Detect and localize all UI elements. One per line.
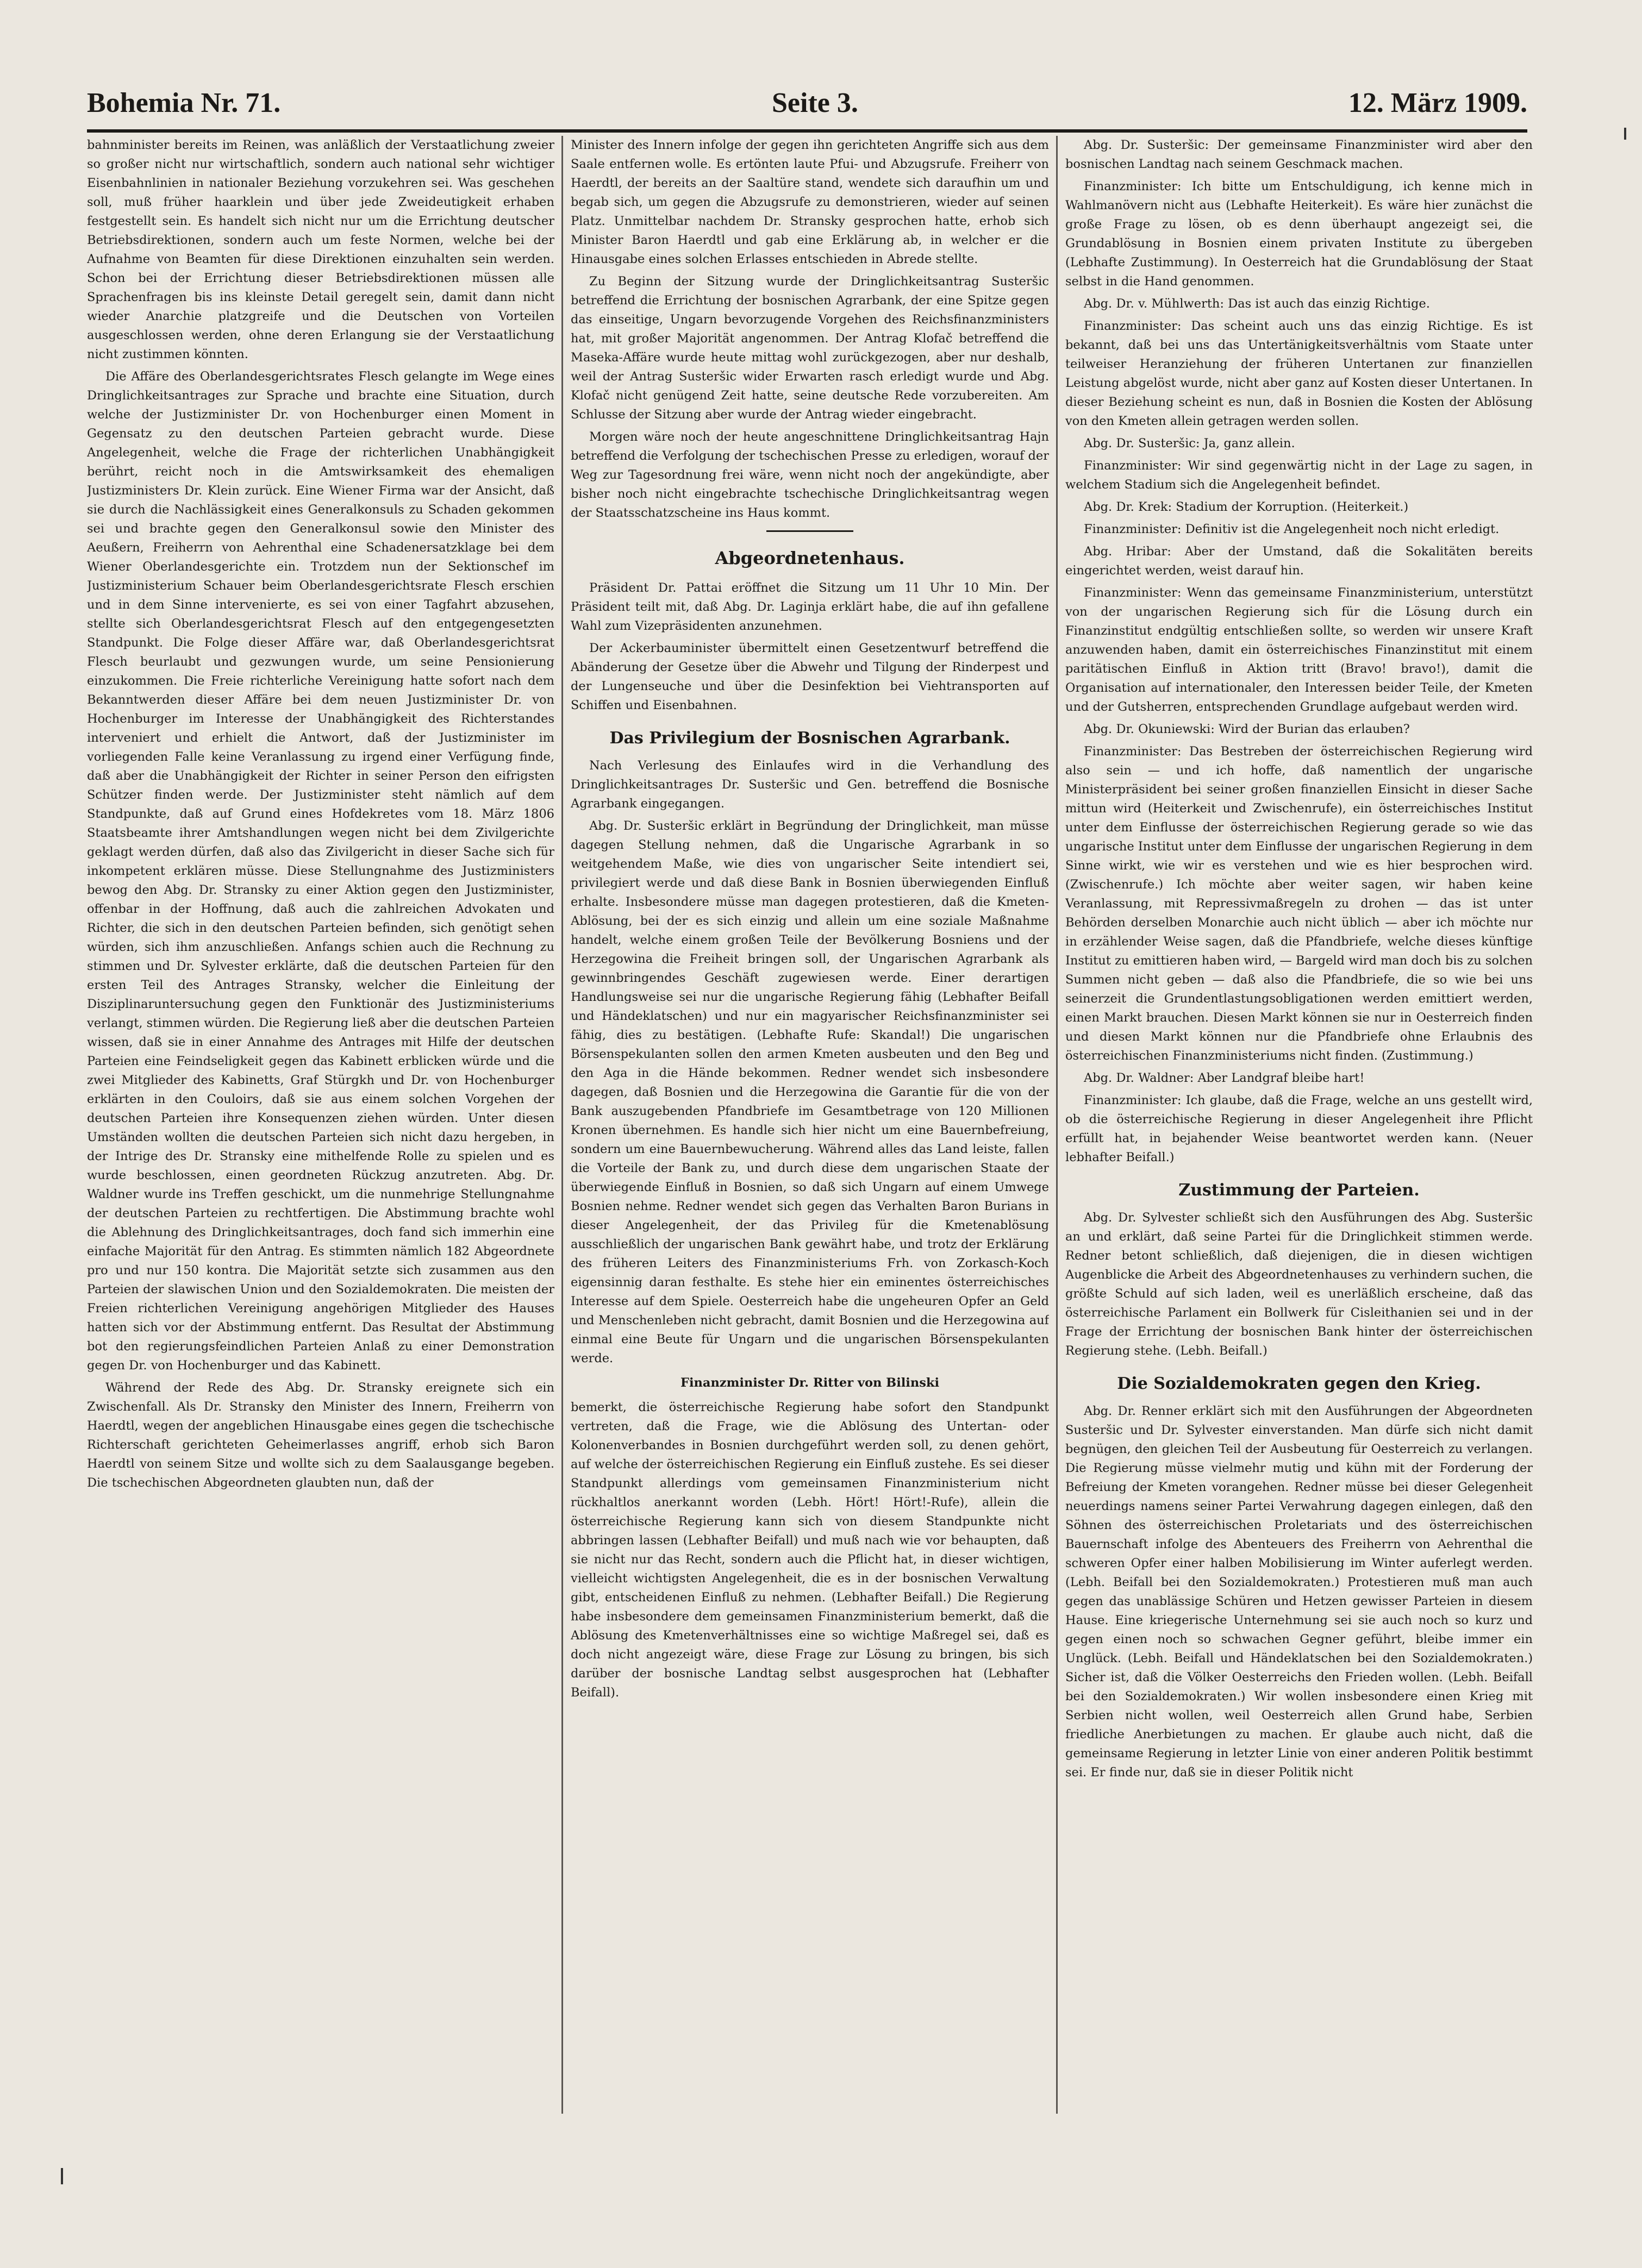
paragraph: Morgen wäre noch der heute angeschnittene Dringlichkeitsantrag Hajn betreffend die Verfolgung der tschechischen Presse zu erledigen, worauf der Weg zur Tagesordnung frei wäre, wenn nicht noch der angekündigte, aber bisher noch nicht eingebrachte tschechische Dringlichkeitsantrag wegen der Staatsschatzscheine ins Haus kommt. bbox=[571, 430, 1049, 520]
paragraph: Finanzminister: Das scheint auch uns das einzig Richtige. Es ist bekannt, daß bei uns das Untertänigkeitsverhältnis vom Staate unter teilweiser Heranziehung der früheren Untertanen zur finanziellen Leistung abgelöst wurde, nicht aber ganz auf Kosten dieser Untertanen. In dieser Beziehung scheint es nun, daß in Bosnien die Kosten der Ablösung von den Kmeten allein getragen werden sollen. bbox=[1065, 319, 1533, 428]
header-page-number: Seite 3. bbox=[772, 87, 858, 118]
paragraph: Finanzminister: Ich glaube, daß die Frage, welche an uns gestellt wird, ob die österreichische Regierung in dieser Angelegenheit ihre Pflicht erfüllt hat, in bejahender Weise beantwortet werden kann. (Neuer lebhafter Beifall.) bbox=[1065, 1093, 1533, 1164]
paragraph: Nach Verlesung des Einlaufes wird in die Verhandlung des Dringlichkeitsantrages Dr. Susteršic und Gen. betreffend die Bosnische Agrarbank eingegangen. bbox=[571, 759, 1049, 811]
paragraph: Zu Beginn der Sitzung wurde der Dringlichkeitsantrag Susteršic betreffend die Errichtung der bosnischen Agrarbank, der eine Spitze gegen das einseitige, Ungarn bevorzugende Vorgehen des Reichsfinanzministers hat, mit großer Majorität angenommen. Der Antrag Klofač betreffend die Maseka-Affäre wurde heute mittag wohl zurückgezogen, aber nur deshalb, weil der Antrag Susteršic wider Erwarten rasch erledigt wurde und Abg. Klofač nicht genügend Zeit hatte, seine deutsche Rede vorzubereiten. Am Schlusse der Sitzung aber wurde der Antrag wieder eingebracht. bbox=[571, 274, 1049, 422]
column-divider bbox=[1056, 136, 1058, 2114]
section-heading: Abgeordnetenhaus. bbox=[715, 548, 905, 568]
paragraph: Präsident Dr. Pattai eröffnet die Sitzung um 11 Uhr 10 Min. Der Präsident teilt mit, daß Abg. Dr. Laginja erklärt habe, die auf ihn gefallene Wahl zum Vizepräsidenten anzunehmen. bbox=[571, 581, 1049, 633]
paragraph: Die Affäre des Oberlandesgerichtsrates Flesch gelangte im Wege eines Dringlichkeitsantrages zur Sprache und brachte eine Situation, durch welche der Justizminister Dr. von Hochenburger einen Moment in Gegensatz zu den deutschen Parteien gebracht wurde. Diese Angelegenheit, welche die Frage der richterlichen Unabhängigkeit berührt, reicht noch in die Amtswirksamkeit des ehemaligen Justizministers Dr. Klein zurück. Eine Wiener Firma war der Ansicht, daß sie durch die Nachlässigkeit eines Generalkonsuls zu Schaden gekommen sei und brachte gegen den Generalkonsul sowie den Minister des Aeußern, Freiherrn von Aehrenthal eine Schadenersatzklage bei dem Wiener Oberlandesgerichte ein. Trotzdem nun der Sektionschef im Justizministerium Schauer beim Oberlandesgerichtsrate Flesch erschien und in dem Sinne intervenierte, es sei von einer Tagfahrt abzusehen, stellte sich Oberlandesgerichtsrat Flesch auf den entgegengesetzten Standpunkt. Die Folge dieser Affäre war, daß Oberlandesgerichtsrat Flesch beurlaubt und gezwungen wurde, um seine Pensionierung einzukommen. Die Freie richterliche Vereinigung hatte sofort nach dem Bekanntwerden dieser Affäre bei dem neuen Justizminister Dr. von Hochenburger im Interesse der Unabhängigkeit des Richterstandes interveniert und erhielt die Antwort, daß der Justizminister im vorliegenden Falle keine Veranlassung zu irgend einer Verfügung finde, daß aber die Unabhängigkeit der Richter in seiner Person den eifrigsten Schützer finden werde. Der Justizminister steht nämlich auf dem Standpunkte, daß auf Grund eines Hofdekretes vom 18. März 1806 Staatsbeamte ihrer Amtshandlungen wegen nicht bei dem Zivilgerichte geklagt werden dürfen, daß also das Zivilgericht in dieser Sache sich für inkompetent erklären müsse. Diese Stellungnahme des Justizministers bewog den Abg. Dr. Stransky zu einer Aktion gegen den Justizminister, offenbar in der Hoffnung, daß auch die zahlreichen Advokaten und Richter, die sich in den deutschen Parteien befinden, sich genötigt sehen würden, sich ihm anzuschließen. Anfangs schien auch die Rechnung zu stimmen und Dr. Sylvester erklärte, daß die deutschen Parteien für den ersten Teil des Antrages Stransky, welcher die Einleitung der Disziplinaruntersuchung gegen den Funktionär des Justizministeriums verlangt, stimmen würden. Die Regierung ließ aber die deutschen Parteien wissen, daß sie in einer Annahme des Antrages mit Hilfe der deutschen Parteien eine Feindseligkeit gegen das Kabinett erblicken würde und die zwei Mitglieder des Kabinetts, Graf Stürgkh und Dr. von Hochenburger erklärten in den Couloirs, daß sie aus einem solchen Vorgehen der deutschen Parteien ihre Konsequenzen ziehen würden. Unter diesen Umständen wollten die deutschen Parteien sich nicht dazu hergeben, in der Intrige des Dr. Stransky eine mithelfende Rolle zu spielen und es wurde beschlossen, einen geordneten Rückzug anzutreten. Abg. Dr. Waldner wurde ins Treffen geschickt, um die nunmehrige Stellungnahme der deutschen Parteien zu rechtfertigen. Die Abstimmung brachte wohl die Ablehnung des Dringlichkeitsantrages, doch fand sich immerhin eine einfache Majorität für den Antrag. Es stimmten nämlich 182 Abgeordnete pro und nur 150 kontra. Die Majorität setzte sich zusammen aus den Parteien der slawischen Union und den Sozialdemokraten. Die meisten der Freien richterlichen Vereinigung angehörigen Mitglieder des Hauses hatten sich vor der Abstimmung entfernt. Das Resultat der Abstimmung bot den regierungsfeindlichen Parteien Anlaß zu einer Demonstration gegen Dr. von Hochenburger und das Kabinett. bbox=[87, 369, 554, 1373]
paragraph: Abg. Dr. Sylvester schließt sich den Ausführungen des Abg. Susteršic an und erklärt, daß seine Partei für die Dringlichkeit stimmen werde. Redner betont schließlich, daß diejenigen, die in diesen wichtigen Augenblicke die Arbeit des Abgeordnetenhauses zu verhindern suchen, die größte Schuld auf sich laden, weil es unerläßlich erscheine, daß das österreichische Parlament ein Bollwerk für Cisleithanien sei und in der Frage der Errichtung der bosnischen Bank hinter der österreichischen Regierung stehe. (Lebh. Beifall.) bbox=[1065, 1211, 1533, 1358]
column-1 bbox=[87, 136, 554, 2114]
paragraph: Minister des Innern infolge der gegen ihn gerichteten Angriffe sich aus dem Saale entfernen wolle. Es ertönten laute Pfui- und Abzugsrufe. Freiherr von Haerdtl, der bereits an der Saaltüre stand, wendete sich daraufhin um und begab sich, um gegen die Abzugsrufe zu demonstrieren, wieder auf seinen Platz. Unmittelbar nachdem Dr. Stransky gesprochen hatte, erhob sich Minister Baron Haerdtl und gab eine Erklärung ab, in welcher er die Hinausgabe eines solchen Erlasses entschieden in Abrede stellte. bbox=[571, 138, 1049, 266]
paragraph: Abg. Dr. Susteršic: Ja, ganz allein. bbox=[1084, 436, 1295, 450]
article-heading: Die Sozialdemokraten gegen den Krieg. bbox=[1117, 1374, 1481, 1393]
paragraph: Finanzminister: Das Bestreben der österreichischen Regierung wird also sein — und ich hoffe, daß namentlich der ungarische Ministerpräsident bei seiner großen finanziellen Einsicht in dieser Sache mittun wird (Heiterkeit und Zwischenrufe), ein österreichisches Institut unter dem Einflusse der österreichischen Regierung gerade so wie das ungarische Institut unter dem Einflusse der ungarischen Regierung in dem Sinne wirkt, wie wir es verstehen und wie es hier besprochen wird. (Zwischenrufe.) Ich möchte aber weiter sagen, wir haben keine Veranlassung, mit Repressivmaßregeln zu drohen — das ist unter Behörden derselben Monarchie auch nicht üblich — aber ich möchte nur in erzählender Weise sagen, daß die Pfandbriefe, welche dieses künftige Institut zu emittieren haben wird, — Bargeld wird man doch bis zu solchen Summen nicht geben — daß also die Pfandbriefe, die so wie bei uns seinerzeit die Grundentlastungsobligationen werden emittiert werden, einen Markt brauchen. Diesen Markt können sie nur in Oesterreich finden und diesen Markt können nur die Pfandbriefe ohne Erlaubnis des österreichischen Finanzministeriums nicht finden. (Zustimmung.) bbox=[1065, 744, 1533, 1063]
paragraph: Abg. Dr. Krek: Stadium der Korruption. (Heiterkeit.) bbox=[1084, 500, 1409, 514]
paragraph: Abg. Dr. Okuniewski: Wird der Burian das erlauben? bbox=[1084, 722, 1410, 736]
header-rule bbox=[87, 129, 1527, 133]
paragraph: Finanzminister: Ich bitte um Entschuldigung, ich kenne mich in Wahlmanövern nicht aus (Lebhafte Heiterkeit). Es wäre hier zunächst die große Frage zu lösen, ob es denn überhaupt angezeigt sei, die Grundablösung in Bosnien einem privaten Institute zu übergeben (Lebhafte Zustimmung). In Oesterreich hat die Grundablösung der Staat selbst in die Hand genommen. bbox=[1065, 179, 1533, 289]
paragraph: Während der Rede des Abg. Dr. Stransky ereignete sich ein Zwischenfall. Als Dr. Stransky den Minister des Innern, Freiherrn von Haerdtl, wegen der angeblichen Hinausgabe eines gegen die tschechische Richterschaft gerichteten Geheimerlasses angriff, erhob sich Baron Haerdtl von seinem Sitze und wollte sich zu dem Saalausgange begeben. Die tschechischen Abgeordneten glaubten nun, daß der bbox=[87, 1381, 554, 1490]
paragraph: Abg. Dr. Waldner: Aber Landgraf bleibe hart! bbox=[1084, 1071, 1365, 1085]
column-divider bbox=[561, 136, 563, 2114]
article-heading: Zustimmung der Parteien. bbox=[1178, 1181, 1420, 1200]
paragraph: Finanzminister: Wenn das gemeinsame Finanzministerium, unterstützt von der ungarischen Regierung sich für die Lösung durch ein Finanzinstitut endgültig entschließen sollte, so werden wir unsere Kraft anzuwenden haben, damit ein österreichisches Finanzinstitut mit einem paritätischen Einfluß in Aktion tritt (Bravo! bravo!), damit die Organisation auf internationaler, den Interessen beider Teile, der Kmeten und der Gutsherren, entsprechenden Grundlage aufgebaut werden wird. bbox=[1065, 586, 1533, 714]
paragraph: Abg. Dr. Susteršic: Der gemeinsame Finanzminister wird aber den bosnischen Landtag nach seinem Geschmack machen. bbox=[1065, 138, 1533, 171]
margin-mark bbox=[61, 2168, 63, 2184]
page-header bbox=[87, 82, 1527, 125]
paragraph: Abg. Dr. Renner erklärt sich mit den Ausführungen der Abgeordneten Susteršic und Dr. Sylvester einverstanden. Man dürfe sich nicht damit begnügen, den gleichen Teil der Ausbeutung für Oesterreich zu verlangen. Die Regierung müsse vielmehr mutig und kühn mit der Forderung der Befreiung der Kmeten vorangehen. Redner müsse bei dieser Gelegenheit neuerdings namens seiner Partei Verwahrung dagegen einlegen, daß den Söhnen des österreichischen Proletariats und des österreichischen Bauernschaft infolge des Abenteuers des Freiherrn von Aehrenthal die schweren Opfer einer halben Mobilisierung im Winter auferlegt werden. (Lebh. Beifall bei den Sozialdemokraten.) Protestieren muß man auch gegen das unablässige Schüren und Hetzen gewisser Parteien in diesem Hause. Eine kriegerische Unternehmung sei sie auch noch so kurz und gegen einen noch so schwachen Gegner geführt, bleibe immer ein Unglück. (Lebh. Beifall und Händeklatschen bei den Sozialdemokraten.) Sicher ist, daß die Völker Oesterreichs den Frieden wollen. (Lebh. Beifall bei den Sozialdemokraten.) Wir wollen insbesondere einen Krieg mit Serbien nicht wollen, weil Oesterreich allen Grund habe, Serbien friedliche Anerbietungen zu machen. Er glaube auch nicht, daß die gemeinsame Regierung in letzter Linie von einer anderen Politik bestimmt sei. Er finde nur, daß sie in dieser Politik nicht bbox=[1065, 1404, 1533, 1780]
paragraph: bemerkt, die österreichische Regierung habe sofort den Standpunkt vertreten, daß die Frage, wie die Ablösung des Untertan- oder Kolonenverbandes in Bosnien durchgeführt werden soll, zu denen gehört, auf welche der österreichischen Regierung ein Einfluß zustehe. Es sei dieser Standpunkt allerdings vom gemeinsamen Finanzministerium nicht rückhaltlos anerkannt worden (Lebh. Hört! Hört!-Rufe), allein die österreichische Regierung kann sich von diesem Standpunkte nicht abbringen lassen (Lebhafter Beifall) und muß nach wie vor behaupten, daß sie nicht nur das Recht, sondern auch die Pflicht hat, in dieser wichtigen, vielleicht wichtigsten Angelegenheit, die es in der bosnischen Verwaltung gibt, entscheidenen Einfluß zu nehmen. (Lebhafter Beifall.) Die Regierung habe insbesondere dem gemeinsamen Finanzministerium bemerkt, daß die Ablösung des Kmetenverhältnisses eine so wichtige Maßregel sei, daß es doch nicht angezeigt wäre, diese Frage zur Lösung zu bringen, bis sich darüber der bosnische Landtag selbst ausgesprochen hat (Lebhafter Beifall). bbox=[571, 1400, 1049, 1700]
header-date: 12. März 1909. bbox=[1348, 87, 1527, 118]
paragraph: Finanzminister: Definitiv ist die Angelegenheit noch nicht erledigt. bbox=[1084, 522, 1500, 536]
paragraph: Der Ackerbauminister übermittelt einen Gesetzentwurf betreffend die Abänderung der Gesetze über die Abwehr und Tilgung der Rinderpest und der Lungenseuche und über die Desinfektion bei Viehtransporten auf Schiffen und Eisenbahnen. bbox=[571, 641, 1049, 712]
column-2 bbox=[571, 136, 1049, 2114]
paragraph: Abg. Hribar: Aber der Umstand, daß die Sokalitäten bereits eingerichtet werden, weist darauf hin. bbox=[1065, 544, 1533, 578]
section-rule bbox=[766, 530, 853, 532]
column-3 bbox=[1065, 136, 1533, 2114]
article-heading: Das Privilegium der Bosnischen Agrarbank. bbox=[609, 729, 1010, 748]
paragraph: bahnminister bereits im Reinen, was anläßlich der Verstaatlichung zweier so großer nicht nur wirtschaftlich, sondern auch national sehr wichtiger Eisenbahnlinien in nationaler Beziehung vorzukehren sei. Was geschehen soll, muß früher haarklein und über jede Zweideutigkeit erhaben festgestellt sein. Es handelt sich nicht nur um die Errichtung deutscher Betriebsdirektionen, sondern auch um feste Normen, welche bei der Aufnahme von Beamten für diese Direktionen einzuhalten sein werden. Schon bei der Errichtung dieser Betriebsdirektionen müssen alle Sprachenfragen bis ins kleinste Detail geregelt sein, damit dann nicht wieder Anarchie platzgreife und die Deutschen von Vorteilen ausgeschlossen werden, ohne deren Erlangung sie der Verstaatlichung nicht zustimmen könnten. bbox=[87, 138, 554, 361]
paragraph: Finanzminister: Wir sind gegenwärtig nicht in der Lage zu sagen, in welchem Stadium sich die Angelegenheit befindet. bbox=[1065, 459, 1533, 492]
paragraph: Abg. Dr. v. Mühlwerth: Das ist auch das einzig Richtige. bbox=[1084, 297, 1430, 311]
header-publication: Bohemia Nr. 71. bbox=[87, 87, 281, 118]
margin-mark bbox=[1624, 128, 1626, 140]
speaker-line: Finanzminister Dr. Ritter von Bilinski bbox=[680, 1376, 939, 1390]
paragraph: Abg. Dr. Susteršic erklärt in Begründung der Dringlichkeit, man müsse dagegen Stellung nehmen, daß die Ungarische Agrarbank in so weitgehendem Maße, wie dies von ungarischer Seite intendiert sei, privilegiert werde und daß diese Bank in Bosnien überwiegenden Einfluß erhalte. Insbesondere müsse man dagegen protestieren, daß die Kmeten-Ablösung, bei der es sich einzig und allein um eine soziale Maßnahme handelt, welche einem großen Teile der Bevölkerung Bosniens und der Herzegowina die Freiheit bringen soll, der Ungarischen Agrarbank als gewinnbringendes Geschäft zugewiesen werde. Einer derartigen Handlungsweise sei nur die ungarische Regierung fähig (Lebhafter Beifall und Händeklatschen) und nur ein magyarischer Reichsfinanzminister sei fähig, dies zu bestätigen. (Lebhafte Rufe: Skandal!) Die ungarischen Börsenspekulanten sollen den armen Kmeten ausbeuten und den Beg und den Aga in die Hände bekommen. Redner wendet sich insbesondere dagegen, daß Bosnien und die Herzegowina die Garantie für die von der Bank auszugebenden Pfandbriefe im Gesamtbetrage von 120 Millionen Kronen übernehmen. Es handle sich hier nicht um eine Bauernbefreiung, sondern um eine Bauernbewucherung. Während alles das Land leiste, fallen die Vorteile der Bank zu, und durch diese dem ungarischen Staate der überwiegende Einfluß in Bosnien, so daß sich Ungarn auf einem Umwege Bosnien nehme. Redner wendet sich gegen das Verhalten Baron Burians in dieser Angelegenheit, der das Privileg für die Kmetenablösung ausschließlich der ungarischen Bank gewährt habe, und trotz der Erklärung des früheren Leiters des Finanzministeriums Frh. von Zorkasch-Koch eigensinnig daran festhalte. Es stehe hier ein eminentes österreichisches Interesse auf dem Spiele. Oesterreich habe die ungeheuren Opfer an Geld und Menschenleben nicht gebracht, damit Bosnien und die Herzegowina auf einmal eine Beute für Ungarn und die ungarischen Börsenspekulanten werde. bbox=[571, 819, 1049, 1365]
